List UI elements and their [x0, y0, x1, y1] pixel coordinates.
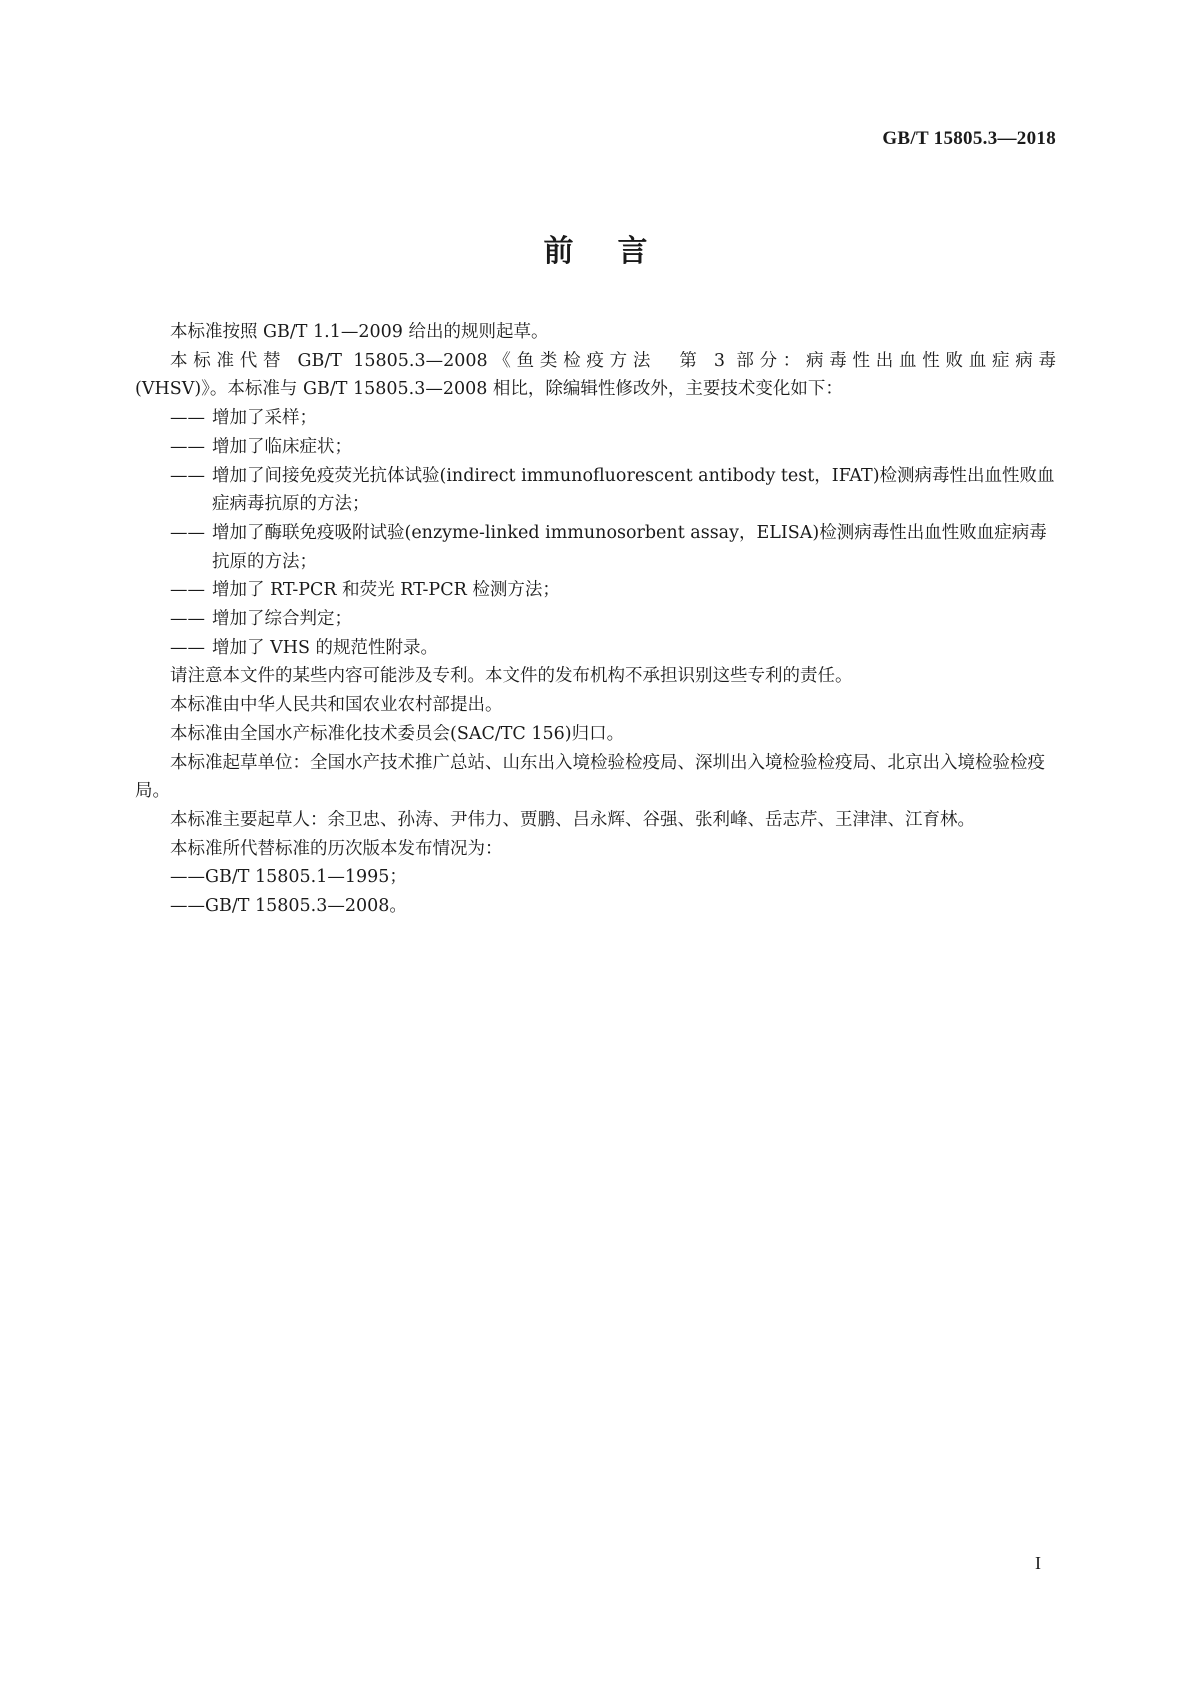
change-item: —— 增加了综合判定； — [135, 605, 1056, 634]
page-title: 前言 — [543, 234, 692, 269]
change-item: —— 增加了 RT-PCR 和荧光 RT-PCR 检测方法； — [135, 576, 1056, 605]
dash-marker: —— — [170, 436, 205, 457]
change-item: —— 增加了采样； — [135, 404, 1056, 433]
dash-marker: —— — [170, 408, 205, 429]
paragraph-centralized-by: 本标准由全国水产标准化技术委员会(SAC/TC 156)归口。 — [170, 723, 625, 744]
dash-marker: —— — [170, 522, 205, 543]
history-item: ——GB/T 15805.3—2008。 — [135, 892, 1056, 921]
standard-code: GB/T 15805.3—2018 — [882, 128, 1056, 149]
page-number: I — [1035, 1553, 1041, 1573]
dash-marker: —— — [170, 465, 205, 486]
change-item: —— 增加了临床症状； — [135, 433, 1056, 462]
change-item: —— 增加了酶联免疫吸附试验(enzyme-linked immunosorbent assay，ELISA)检测病毒性出血性败血症病毒抗原的方法； — [135, 519, 1056, 576]
dash-marker: —— — [170, 896, 205, 917]
change-item: —— 增加了 VHS 的规范性附录。 — [135, 634, 1056, 663]
paragraph-replaces-line2: (VHSV)》。本标准与 GB/T 15805.3—2008 相比，除编辑性修改外，主要技术变化如下： — [135, 379, 843, 400]
paragraph-drafting-rules: 本标准按照 GB/T 1.1—2009 给出的规则起草。 — [170, 322, 549, 342]
document-body — [135, 318, 1056, 921]
dash-marker: —— — [170, 867, 205, 888]
dash-marker: —— — [170, 637, 205, 658]
paragraph-drafting-units: 本标准起草单位：全国水产技术推广总站、山东出入境检验检疫局、深圳出入境检验检疫局、北京出入境检验检疫局。 — [135, 752, 1045, 802]
paragraph-patent-notice: 请注意本文件的某些内容可能涉及专利。本文件的发布机构不承担识别这些专利的责任。 — [170, 666, 853, 687]
history-item: ——GB/T 15805.1—1995； — [135, 863, 1056, 892]
dash-marker: —— — [170, 609, 205, 630]
dash-marker: —— — [170, 580, 205, 601]
paragraph-replaces-line1: 本标准代替 GB/T 15805.3—2008《鱼类检疫方法 第 3 部分：病毒性出血性败血症病毒 — [170, 350, 1056, 371]
paragraph-history-intro: 本标准所代替标准的历次版本发布情况为： — [170, 838, 503, 859]
paragraph-proposed-by: 本标准由中华人民共和国农业农村部提出。 — [170, 695, 503, 716]
change-item: —— 增加了间接免疫荧光抗体试验(indirect immunofluorescent antibody test，IFAT)检测病毒性出血性败血症病毒抗原的方法； — [135, 462, 1056, 519]
paragraph-drafters: 本标准主要起草人：余卫忠、孙涛、尹伟力、贾鹏、吕永辉、谷强、张利峰、岳志芹、王津津、江育林。 — [170, 809, 975, 830]
